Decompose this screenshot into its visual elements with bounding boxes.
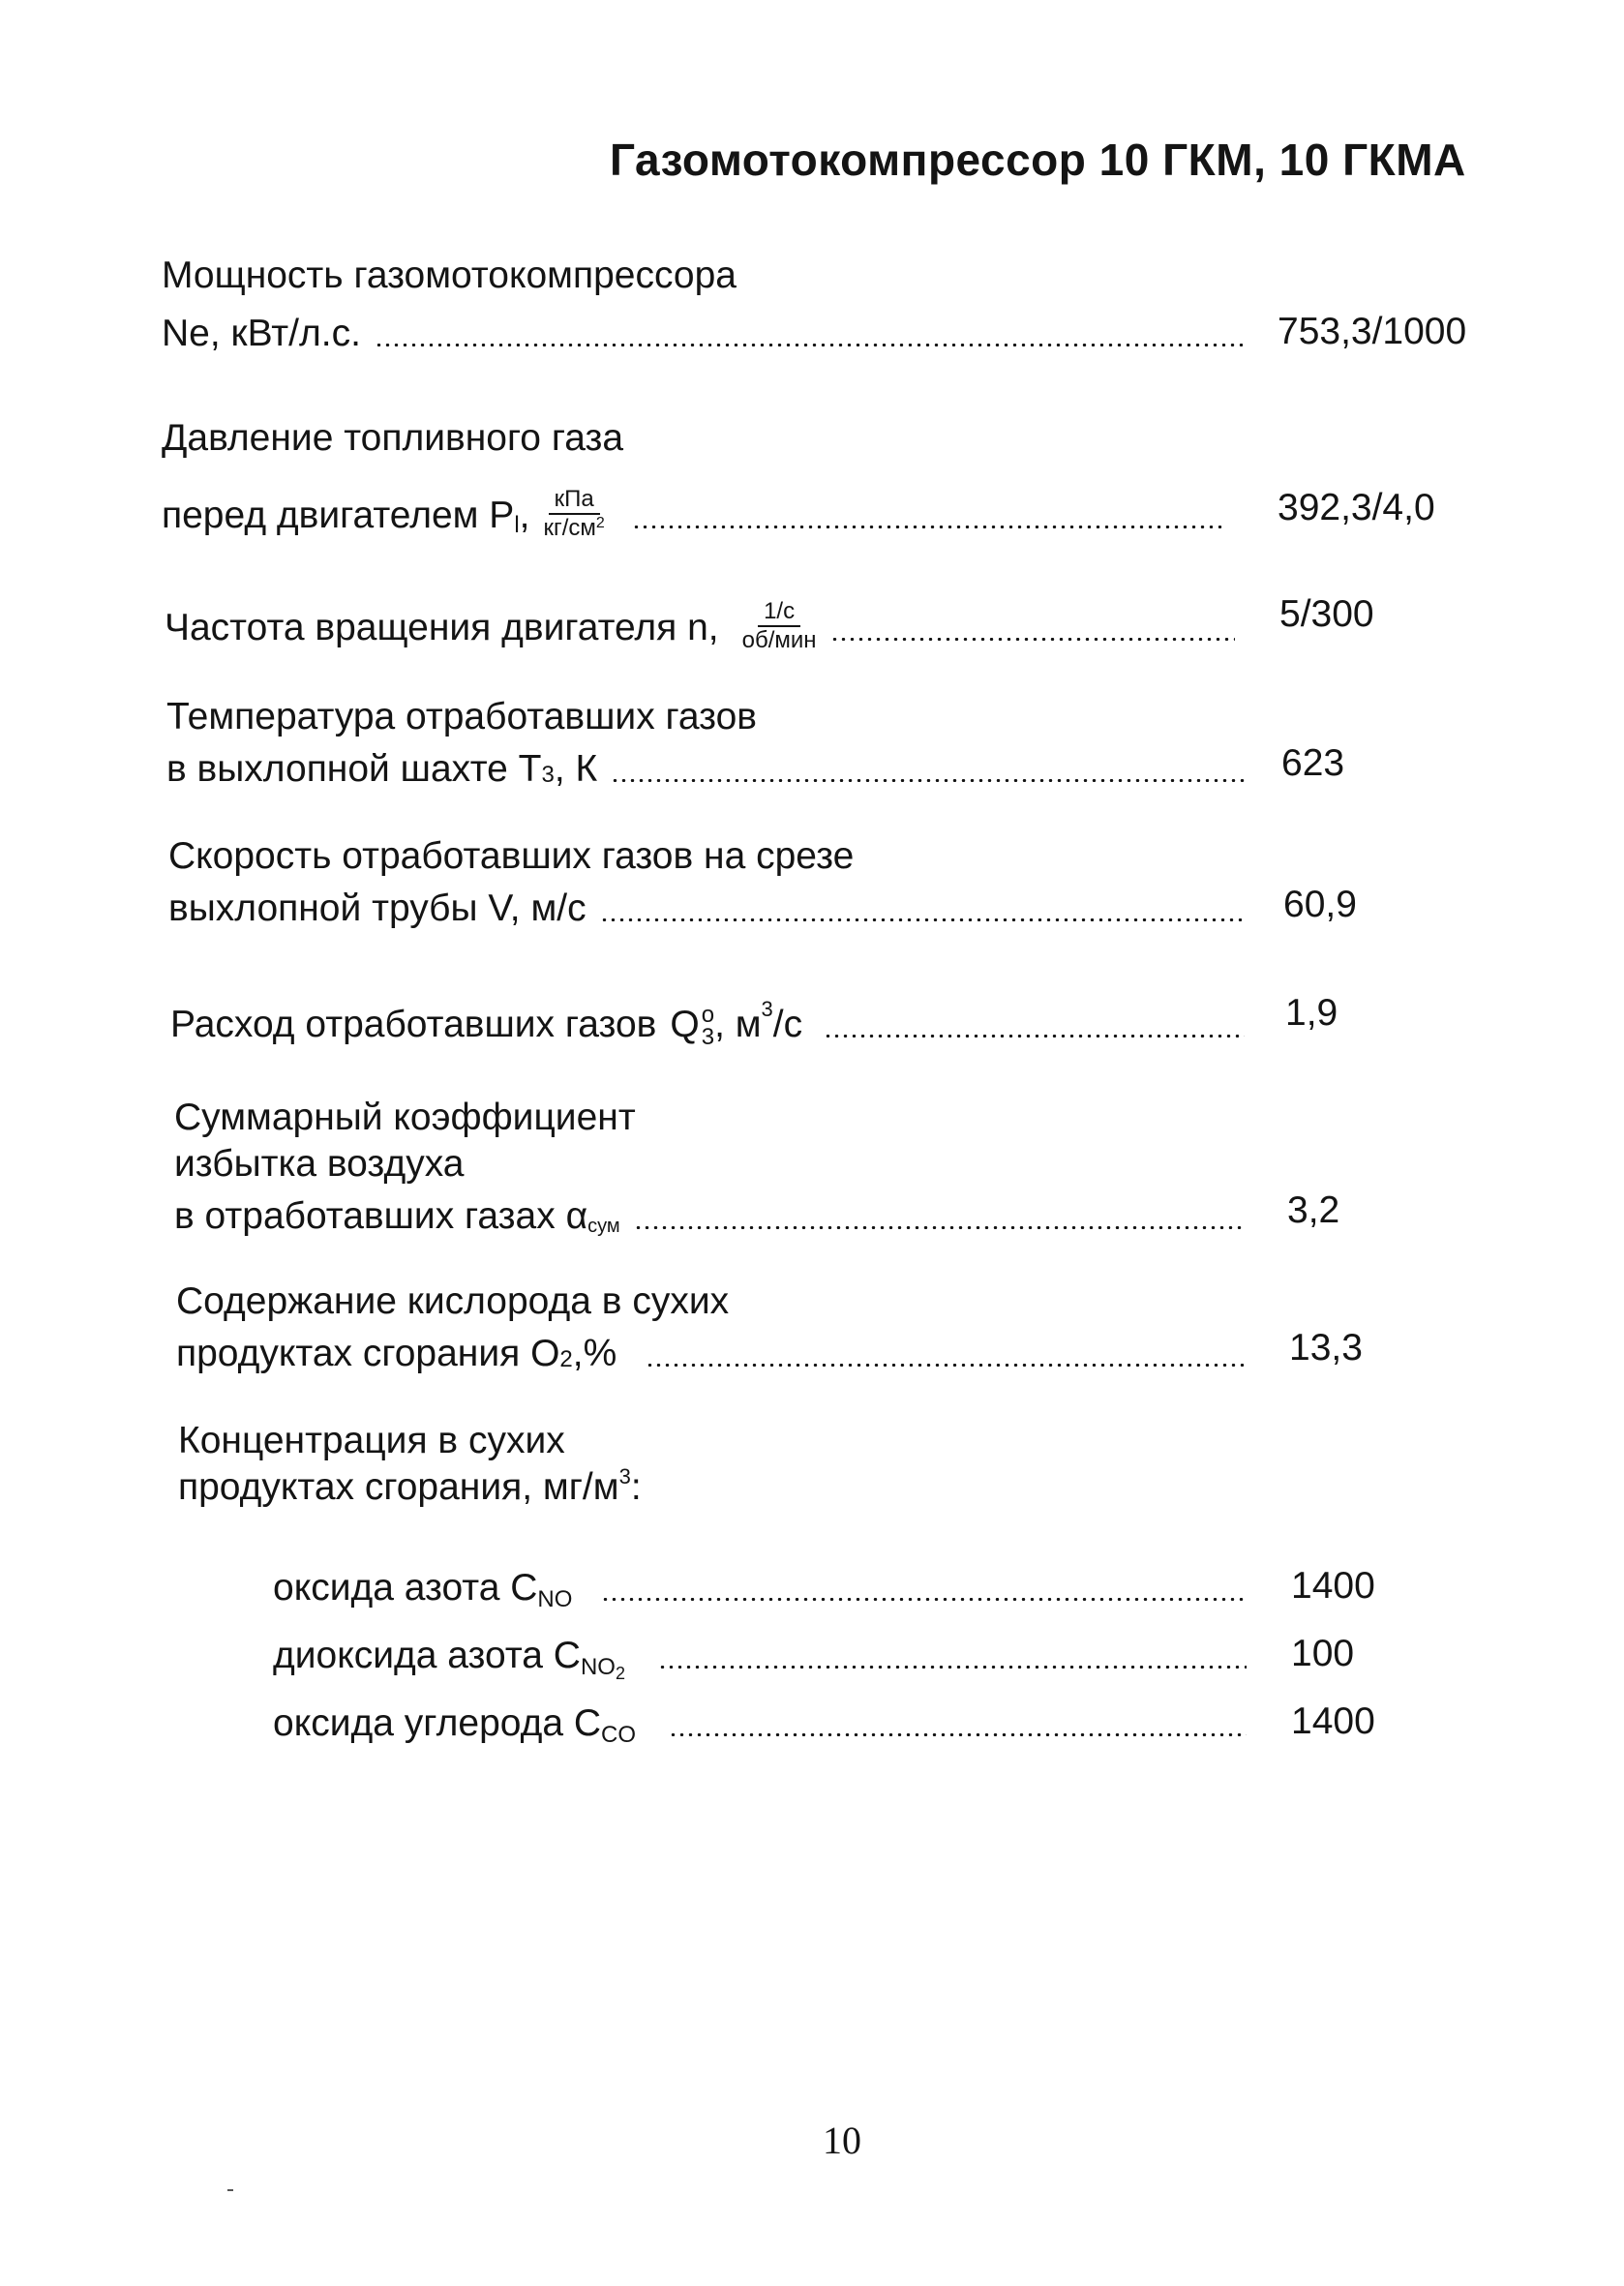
exhaust-temp-row bbox=[166, 739, 1258, 794]
oxygen-value: 13,3 bbox=[1289, 1327, 1363, 1369]
carbon-monoxide-row bbox=[273, 1694, 1260, 1748]
power-value: 753,3/1000 bbox=[1278, 311, 1467, 352]
engine-speed-value: 5/300 bbox=[1279, 593, 1374, 635]
leader-dots bbox=[824, 1035, 1245, 1038]
oxygen-row bbox=[176, 1324, 1258, 1378]
flow-symbol: Q o 3 bbox=[670, 1002, 715, 1051]
exhaust-flow-value: 1,9 bbox=[1285, 992, 1338, 1034]
exhaust-flow-label: Расход отработавших газов Q o 3 , м 3 /с bbox=[170, 997, 803, 1051]
leader-dots bbox=[600, 918, 1245, 921]
document-title: Газомотокомпрессор 10 ГКМ, 10 ГКМА bbox=[610, 135, 1466, 185]
leader-dots bbox=[601, 1598, 1247, 1601]
power-row bbox=[162, 304, 1257, 358]
leader-dots bbox=[669, 1733, 1247, 1736]
nitrogen-dioxide-label: диоксида азота C NO 2 bbox=[273, 1635, 625, 1683]
leader-dots bbox=[646, 1364, 1245, 1367]
power-label-line2: Ne, кВт/л.с. bbox=[162, 313, 361, 354]
exhaust-speed-label-line2: выхлопной трубы V, м/с bbox=[168, 887, 586, 929]
leader-dots bbox=[634, 1226, 1245, 1229]
excess-air-label-line1: Суммарный коэффициент bbox=[174, 1097, 636, 1138]
fuel-pressure-value: 392,3/4,0 bbox=[1278, 487, 1435, 528]
subscript: l bbox=[514, 512, 520, 538]
nitric-oxide-row bbox=[273, 1558, 1260, 1612]
exhaust-temp-label-line1: Температура отработавших газов bbox=[166, 696, 758, 737]
exhaust-flow-row bbox=[170, 987, 1258, 1049]
excess-air-row bbox=[174, 1187, 1258, 1241]
excess-air-label-line2: избытка воздуха bbox=[174, 1143, 465, 1185]
leader-dots bbox=[658, 1666, 1247, 1669]
engine-speed-label: Частота вращения двигателя n, $\frac{1/с}{\text{об/мин}}$ bbox=[165, 600, 823, 652]
power-label-line1: Мощность газомотокомпрессора bbox=[162, 255, 737, 296]
leader-dots bbox=[611, 779, 1245, 782]
concentration-label-line1: Концентрация в сухих bbox=[178, 1420, 565, 1461]
pressure-unit-fraction: $\frac{\text{кПа}}{кг/см^2}$ bbox=[543, 486, 605, 541]
page-number: 10 bbox=[823, 2119, 861, 2162]
exhaust-speed-label-line1: Скорость отработавших газов на срезе bbox=[168, 835, 855, 877]
exhaust-temp-label-line2: в выхлопной шахте Т 3 , К bbox=[166, 748, 598, 790]
fuel-pressure-label-line2: перед двигателем P l , $\frac{\text{кПа}}{кг/см^2}$ bbox=[162, 488, 611, 540]
nitrogen-dioxide-value: 100 bbox=[1291, 1633, 1355, 1674]
excess-air-label-line3: в отработавших газах α сум bbox=[174, 1195, 620, 1237]
oxygen-label-line1: Содержание кислорода в сухих bbox=[176, 1280, 730, 1322]
leader-dots bbox=[632, 526, 1224, 528]
nitric-oxide-value: 1400 bbox=[1291, 1565, 1375, 1607]
fuel-pressure-label-line1: Давление топливного газа bbox=[162, 417, 624, 459]
exhaust-speed-value: 60,9 bbox=[1283, 884, 1357, 925]
fuel-pressure-row bbox=[162, 463, 1238, 540]
scan-speck bbox=[227, 2189, 233, 2191]
excess-air-value: 3,2 bbox=[1287, 1189, 1340, 1231]
exhaust-temp-value: 623 bbox=[1281, 742, 1345, 784]
speed-unit-fraction: $\frac{1/с}{\text{об/мин}}$ bbox=[741, 598, 817, 653]
carbon-monoxide-label: оксида углерода C CO bbox=[273, 1702, 637, 1748]
exhaust-speed-row bbox=[168, 879, 1258, 933]
nitrogen-dioxide-row bbox=[273, 1626, 1260, 1683]
carbon-monoxide-value: 1400 bbox=[1291, 1700, 1375, 1742]
engine-speed-row bbox=[165, 575, 1248, 652]
leader-dots bbox=[830, 638, 1235, 641]
concentration-label-line2: продуктах сгорания, $мг/м^3$: bbox=[178, 1464, 642, 1508]
leader-dots bbox=[375, 344, 1244, 346]
oxygen-label-line2: продуктах сгорания O 2 ,% bbox=[176, 1333, 617, 1374]
nitric-oxide-label: оксида азота C NO bbox=[273, 1567, 573, 1612]
